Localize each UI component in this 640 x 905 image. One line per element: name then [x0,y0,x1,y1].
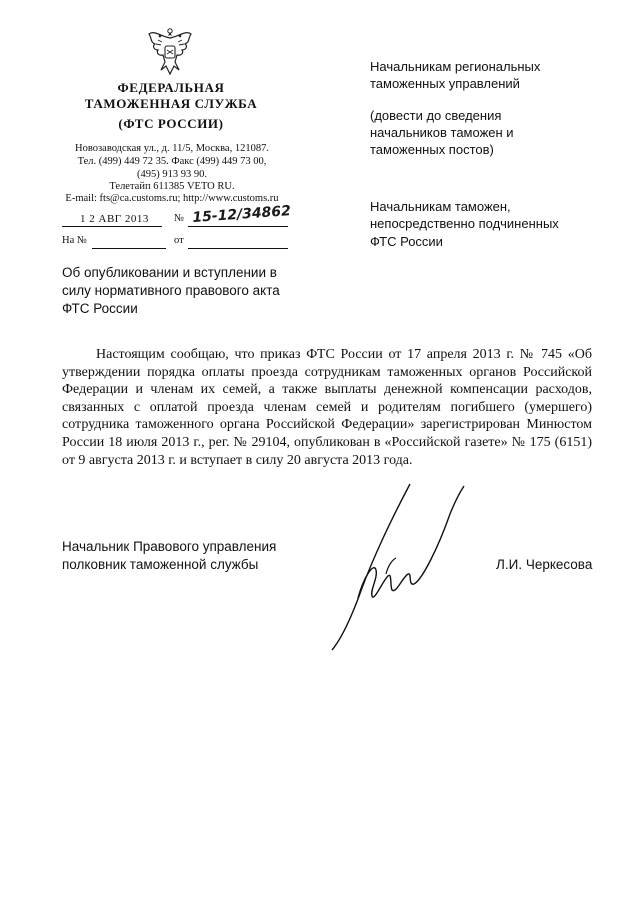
number-label: № [174,213,185,224]
signer-position-line1: Начальник Правового управления [62,539,277,554]
address-teletype: Телетайп 611385 VETO RU. [109,181,235,192]
addressee-customs-line1: Начальникам таможен, [370,199,511,214]
signer-position-line2: полковник таможенной службы [62,557,259,572]
outgoing-number-handwritten: 15-12/34862 [191,203,292,226]
reply-date-underline [188,236,288,249]
addressee-customs-line3: ФТС России [370,234,443,249]
org-abbreviation: (ФТС РОССИИ) [118,116,224,131]
double-headed-eagle-emblem-icon [146,26,194,78]
reply-date-label: от [174,235,184,246]
addressee-customs-line2: непосредственно подчиненных [370,216,559,231]
addressee-note-line3: таможенных постов) [370,142,494,157]
subject-line2: силу нормативного правового акта [62,283,280,298]
signer-name: Л.И. Черкесова [496,557,593,572]
reply-number-underline [92,236,166,249]
addressee-regional-line1: Начальникам региональных [370,59,541,74]
address-street: Новозаводская ул., д. 11/5, Москва, 121087. [75,143,269,154]
outgoing-date-stamp: 1 2 АВГ 2013 [80,213,149,225]
body-paragraph: Настоящим сообщаю, что приказ ФТС России от 17 апреля 2013 г. № 745 «Об утверждении порядка оплаты проезда сотрудникам таможенных органов Российской Федерации и членам их семей, а также выплаты денежной компенсации расходов, связанных с оплатой проезда членам семей и родителям погибшего (умершего) сотрудника таможенного органа Российской Федерации» зарегистрирован Минюстом России 18 июля 2013 г., рег. № 29104, опубликован в «Российской газете» № 175 (6151) от 9 августа 2013 г. и вступает в силу 20 августа 2013 года. [62,347,592,468]
addressee-note-line1: (довести до сведения [370,108,502,123]
org-name-line2: ТАМОЖЕННАЯ СЛУЖБА [84,96,258,111]
subject-line1: Об опубликовании и вступлении в [62,265,277,280]
org-name-line1: ФЕДЕРАЛЬНАЯ [117,80,225,95]
reply-number-label: На № [62,235,87,246]
addressee-note-line2: начальников таможен и [370,125,514,140]
addressee-regional-line2: таможенных управлений [370,76,520,91]
handwritten-signature [322,478,472,656]
address-phone: Тел. (499) 449 72 35. Факс (499) 449 73 00, [77,156,267,167]
subject-line3: ФТС России [62,301,138,316]
address-email: E-mail: fts@ca.customs.ru; http://www.customs.ru [65,193,279,204]
address-phone2: (495) 913 93 90. [137,169,207,180]
